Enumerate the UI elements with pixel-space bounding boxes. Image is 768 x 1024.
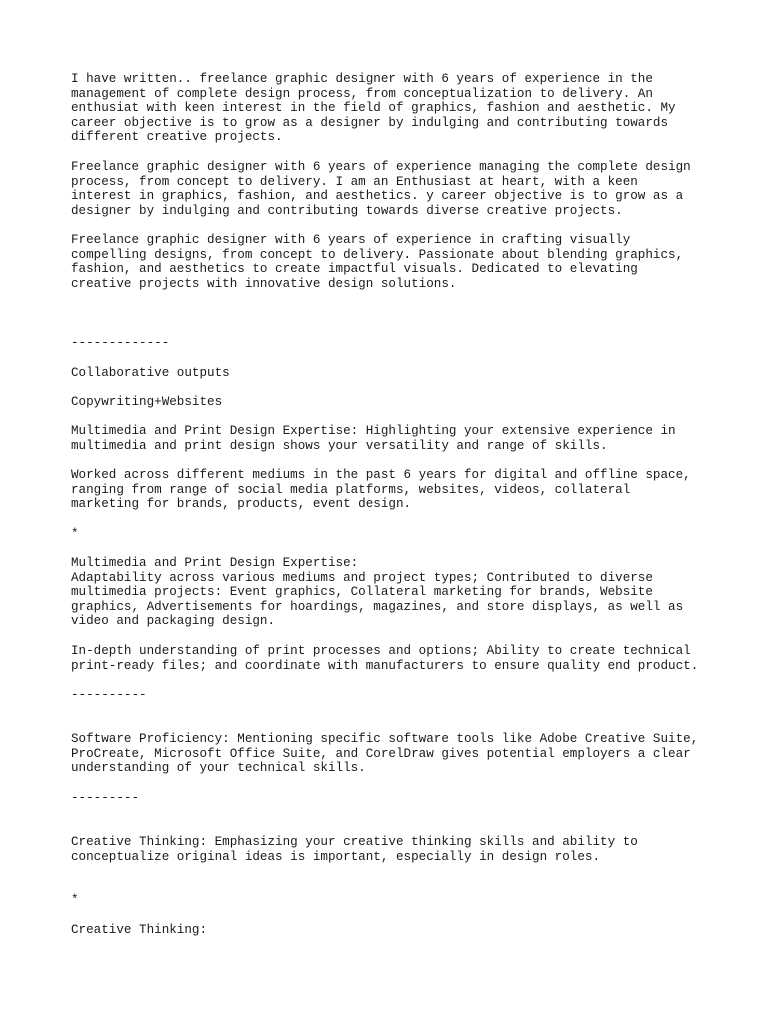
document-page [71, 72, 731, 937]
separator-line: --------- [71, 791, 140, 805]
heading-copywriting-websites: Copywriting+Websites [71, 395, 223, 409]
paragraph-intro-2: Freelance graphic designer with 6 years of experience managing the complete design process, from concept to delivery. I am an Enthusiast at heart, with a keen interest in graphics, fashion, and aesthetics. y career objective is to grow as a designer by indulging and contributing towards diverse creative projects. [71, 160, 691, 218]
paragraph-intro-3: Freelance graphic designer with 6 years of experience in crafting visually compelling designs, from concept to delivery. Passionate about blending graphics, fashion, and aesthetics to create impactful visuals. Dedicated to elevating creative projects with innovative design solutions. [71, 233, 684, 291]
paragraph-multimedia-expertise: Multimedia and Print Design Expertise: Highlighting your extensive experience in multimedia and print design shows your versatility and range of skills. [71, 424, 676, 453]
paragraph-print-processes: In-depth understanding of print processes and options; Ability to create technical print-ready files; and coordinate with manufacturers to ensure quality end product. [71, 644, 699, 673]
heading-collaborative-outputs: Collaborative outputs [71, 366, 230, 380]
paragraph-intro-1: I have written.. freelance graphic designer with 6 years of experience in the management of complete design process, from conceptualization to delivery. An enthusiat with keen interest in the field of graphics, fashion and aesthetic. My career objective is to grow as a designer by indulging and contributing towards different creative projects. [71, 72, 676, 145]
asterisk-marker: * [71, 527, 79, 541]
paragraph-software-proficiency: Software Proficiency: Mentioning specific software tools like Adobe Creative Suite, ProCreate, Microsoft Office Suite, and CorelDraw gives potential employers a clear understanding of your technical skills. [71, 732, 699, 776]
paragraph-worked-across: Worked across different mediums in the past 6 years for digital and offline space, ranging from range of social media platforms, websites, videos, collateral marketing for brands, products, event design. [71, 468, 691, 512]
heading-creative-thinking: Creative Thinking: [71, 923, 208, 937]
separator-line: ---------- [71, 688, 147, 702]
paragraph-adaptability: Multimedia and Print Design Expertise: Adaptability across various mediums and project types; Contributed to diverse multimedia projects: Event graphics, Collateral marketing for brands, Website graphics, Advertisements for hoardings, magazines, and store displays, as well as video and packaging design. [71, 556, 684, 629]
paragraph-creative-thinking: Creative Thinking: Emphasizing your creative thinking skills and ability to conceptualize original ideas is important, especially in design roles. [71, 835, 638, 864]
separator-line: ------------- [71, 336, 170, 350]
asterisk-marker: * [71, 893, 79, 907]
